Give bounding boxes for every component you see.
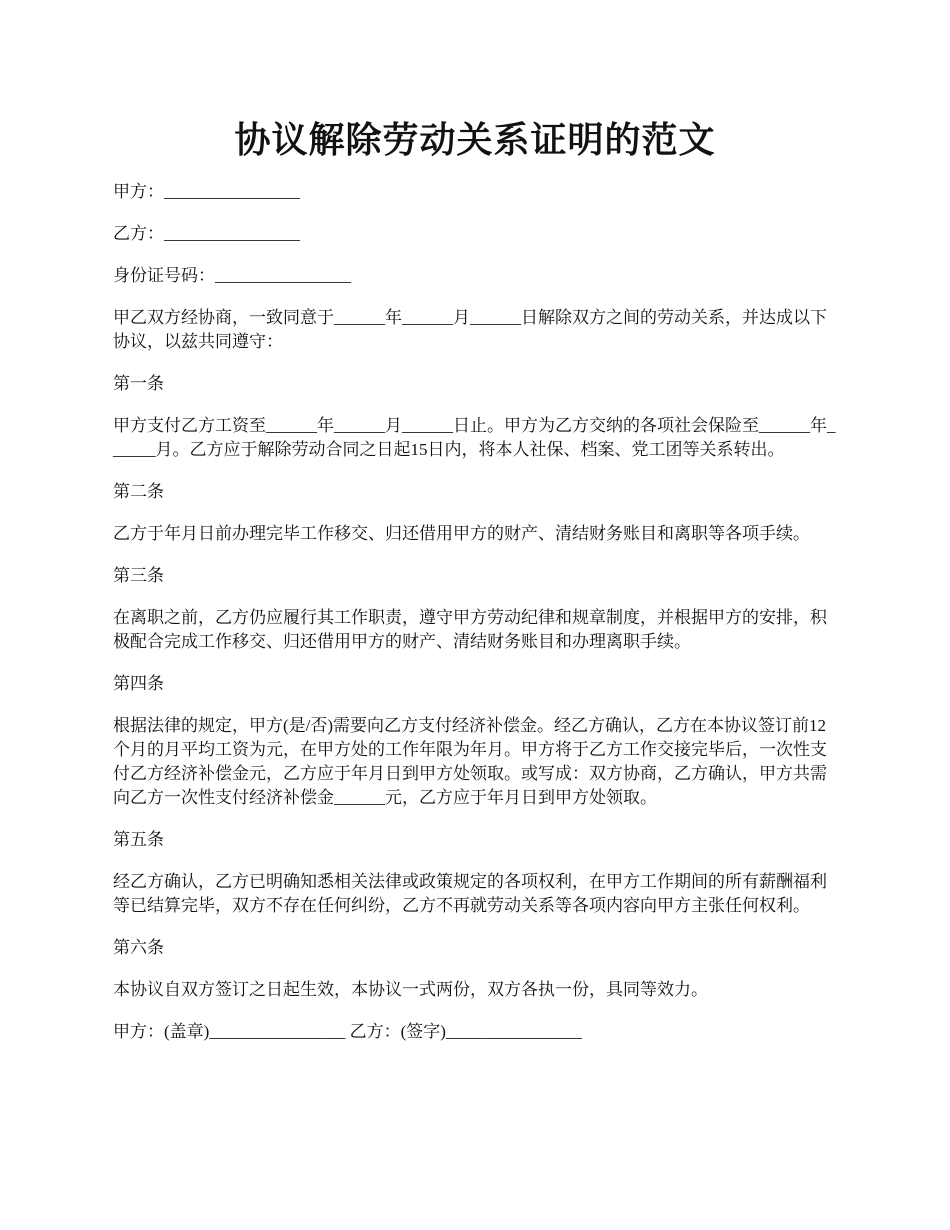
article-1-body: 甲方支付乙方工资至______年______月______日止。甲方为乙方交纳的各项社会保险至______年______月。乙方应于解除劳动合同之日起15日内，将本人社保、档案、党工团等关系转出。	[113, 416, 836, 459]
article-4-heading: 第四条	[113, 674, 164, 693]
party-a-field: 甲方：________________	[113, 182, 300, 201]
article-5-body: 经乙方确认，乙方已明确知悉相关法律或政策规定的各项权利，在甲方工作期间的所有薪酬福利等已结算完毕，双方不存在任何纠纷，乙方不再就劳动关系等各项内容向甲方主张任何权利。	[113, 872, 827, 915]
article-3-heading: 第三条	[113, 566, 164, 585]
article-4-body: 根据法律的规定，甲方(是/否)需要向乙方支付经济补偿金。经乙方确认，乙方在本协议签订前12个月的月平均工资为元，在甲方处的工作年限为年月。甲方将于乙方工作交接完毕后，一次性支付乙方经济补偿金元，乙方应于年月日到甲方处领取。或写成：双方协商，乙方确认，甲方共需向乙方一次性支付经济补偿金______元，乙方应于年月日到甲方处领取。	[113, 716, 827, 807]
document-title: 协议解除劳动关系证明的范文	[234, 120, 716, 160]
article-2-body: 乙方于年月日前办理完毕工作移交、归还借用甲方的财产、清结财务账目和离职等各项手续。	[113, 524, 810, 543]
article-6-heading: 第六条	[113, 938, 164, 957]
article-5-heading: 第五条	[113, 830, 164, 849]
intro-paragraph: 甲乙双方经协商，一致同意于______年______月______日解除双方之间的劳动关系，并达成以下协议，以兹共同遵守：	[113, 308, 827, 351]
article-3-body: 在离职之前，乙方仍应履行其工作职责，遵守甲方劳动纪律和规章制度，并根据甲方的安排，积极配合完成工作移交、归还借用甲方的财产、清结财务账目和办理离职手续。	[113, 608, 827, 651]
article-6-body: 本协议自双方签订之日起生效，本协议一式两份，双方各执一份，具同等效力。	[113, 980, 708, 999]
article-1-heading: 第一条	[113, 374, 164, 393]
document-body	[113, 180, 843, 1062]
article-2-heading: 第二条	[113, 482, 164, 501]
party-b-field: 乙方：________________	[113, 224, 300, 243]
id-number-field: 身份证号码：________________	[113, 266, 351, 285]
signature-line: 甲方：(盖章)________________ 乙方：(签字)________________	[113, 1022, 582, 1041]
